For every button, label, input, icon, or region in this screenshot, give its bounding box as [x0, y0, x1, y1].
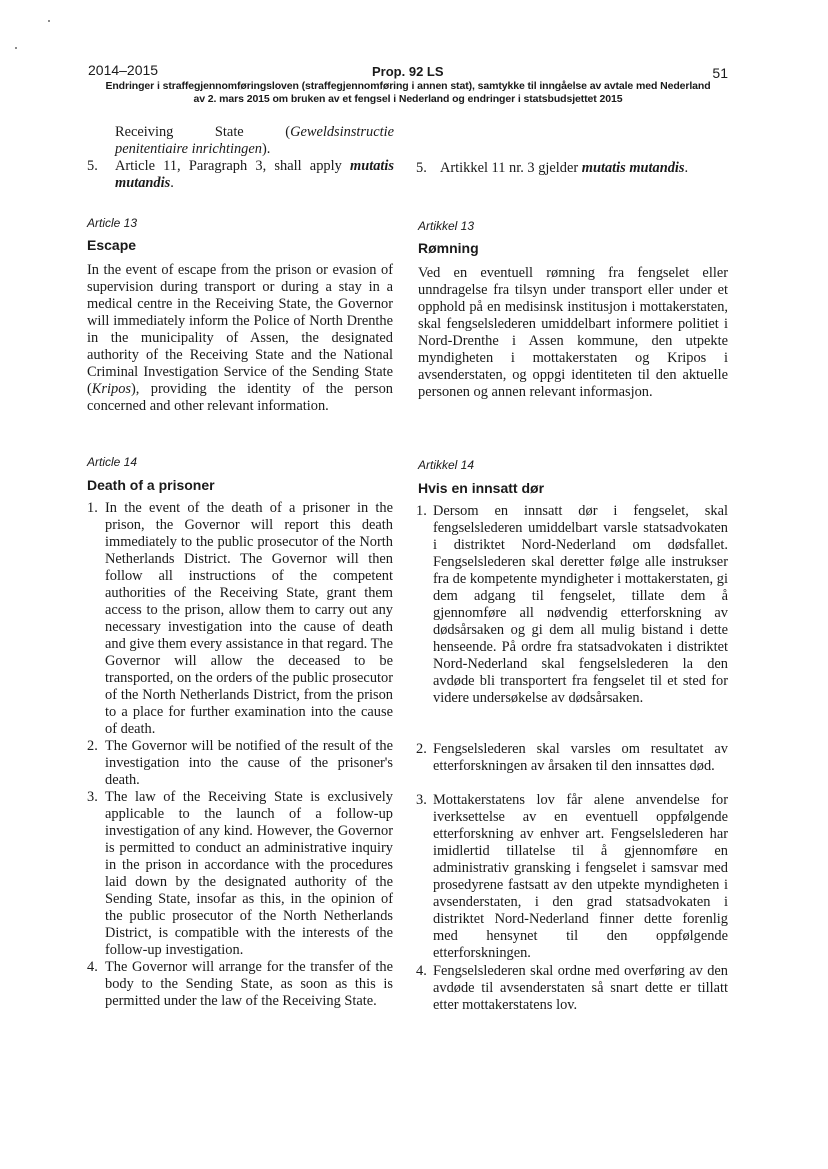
- list-number: 1.: [416, 503, 427, 519]
- en-article-14-title: Death of a prisoner: [87, 477, 215, 493]
- scan-speck: [15, 47, 17, 49]
- page-number: 51: [712, 65, 728, 81]
- list-number: 3.: [87, 789, 98, 805]
- list-number: 1.: [87, 500, 98, 516]
- list-item-text: Fengselslederen skal varsles om resultatet av etterforskningen av årsaken til den innsattes død.: [433, 741, 728, 774]
- list-number: 5.: [87, 158, 98, 174]
- list-number: 3.: [416, 792, 427, 808]
- no-article-14-title: Hvis en innsatt dør: [418, 480, 545, 496]
- list-number: 4.: [416, 963, 427, 979]
- list-item-text: In the event of the death of a prisoner in the prison, the Governor will report this death immediately to the public prosecutor of the North Netherlands District. The Governor will then follow all instructions of the competent authorities of the Receiving State, grant them access to the prison, allow them to carry out any necessary investigation into the cause of death and give them every assistance in that regard. The Governor will allow the deceased to be transported, on the orders of the public prosecutor of the North Netherlands District, from the prison to a place for further examination into the cause of death.: [105, 500, 393, 737]
- no-art14-item-2: [416, 741, 728, 775]
- en-art14-item-2: [87, 738, 393, 789]
- no-article-14-label: Artikkel 14: [418, 458, 475, 472]
- no-article-13-text: Ved en eventuell rømning fra fengselet eller unndragelse fra tilsyn under transport eller under et opphold på en medisinsk institusjon i mottakerstaten, skal fengselslederen umiddelbart informere politiet i Nord-Drenthe i Assen kommune, den utpekte myndigheten i mottakerstaten og Kripos i avsenderstaten, og oppgi identiteten til den aktuelle personen og annen relevant informasjon.: [418, 265, 728, 400]
- list-number: 2.: [87, 738, 98, 754]
- list-item-text: The Governor will be notified of the result of the investigation into the cause of the prisoner's death.: [105, 738, 393, 788]
- no-art14-item-3: [416, 792, 728, 962]
- header-prop-number: Prop. 92 LS: [372, 64, 444, 79]
- en-item-5: 5. Article 11, Paragraph 3, shall apply mutatis mutandis.: [87, 158, 394, 191]
- header-subtitle: [88, 80, 728, 106]
- en-article-13-title: Escape: [87, 237, 137, 253]
- en-art14-item-4: [87, 959, 393, 1010]
- no-article-13-label: Artikkel 13: [418, 219, 475, 233]
- continued-paragraph: Receiving State (Geweldsinstructie penitentiaire inrichtingen).: [115, 124, 394, 157]
- dutch-regulation-title: Geweldsinstructie penitentiaire inrichtingen: [115, 124, 394, 157]
- list-number: 2.: [416, 741, 427, 757]
- no-art14-item-4: [416, 963, 728, 1014]
- list-number: 4.: [87, 959, 98, 975]
- en-article-13-text: In the event of escape from the prison or evasion of supervision during transport or during a stay in a medical centre in the Receiving State, the Governor will immediately inform the Police of North Drenthe in the municipality of Assen, the designated authority of the Receiving State and the National Criminal Investigation Service of the Sending State (Kripos), providing the identity of the person concerned and other relevant information.: [87, 262, 393, 414]
- list-item-text: Dersom en innsatt dør i fengselet, skal fengselslederen umiddelbart varsle statsadvokaten i distriktet Nord-Nederland om dødsfallet. Fengselslederen skal deretter følge alle instrukser fra de kompetente myndigheter i mottakerstaten, gi dem adgang til fengselet, tillate dem å gjennomføre all nødvendig etterforskning av dødsårsaken og gi dem all mulig bistand i dette henseende. På ordre fra statsadvokaten i distriktet Nord-Nederland skal fengselslederen la den avdøde bli transportert fra fengselet til et sted for videre undersøkelse av dødsårsaken.: [433, 503, 728, 706]
- list-item-text: The Governor will arrange for the transfer of the body to the Sending State, as soon as this is permitted under the law of the Receiving State.: [105, 959, 393, 1009]
- list-item-text: Mottakerstatens lov får alene anvendelse for iverksettelse av en eventuell oppfølgende etterforskning av enhver art. Fengselslederen har imidlertid tillatelse til å gjennomføre en administrativ gransking i fengselet i samsvar med prosedyrene fastsatt av den utpekte myndigheten i avsenderstaten, i den grad statsadvokaten i distriktet Nord-Nederland finner dette forenlig med hensynet til den oppfølgende etterforskningen.: [433, 792, 728, 961]
- en-art14-item-3: [87, 789, 393, 959]
- scan-speck: [48, 20, 50, 22]
- no-article-13-title: Rømning: [418, 240, 479, 256]
- en-art14-item-1: [87, 500, 393, 738]
- en-article-13-label: Article 13: [87, 216, 138, 230]
- header-subtitle-line2: av 2. mars 2015 om bruken av et fengsel i Nederland og endringer i statsbudsjettet 2015: [193, 93, 623, 105]
- no-art14-item-1: [416, 503, 728, 707]
- en-article-14-label: Article 14: [87, 455, 138, 469]
- header-years: 2014–2015: [88, 62, 159, 78]
- list-number: 5.: [416, 160, 427, 176]
- list-item-text: Fengselslederen skal ordne med overføring av den avdøde til avsenderstaten så snart dette er tillatt etter mottakerstatens lov.: [433, 963, 728, 1013]
- list-item-text: The law of the Receiving State is exclusively applicable to the launch of a follow-up investigation of any kind. However, the Governor is permitted to conduct an administrative inquiry in the prison in accordance with the procedures laid down by the designated authority of the Sending State, insofar as this, in the opinion of the public prosecutor of the North Netherlands District, is compatible with the interests of the follow-up investigation.: [105, 789, 393, 958]
- header-subtitle-line1: Endringer i straffegjennomføringsloven (straffegjennomføring i annen stat), samtykke til inngåelse av avtale med Nederland: [105, 80, 711, 92]
- no-item-5: 5. Artikkel 11 nr. 3 gjelder mutatis mutandis.: [416, 160, 689, 176]
